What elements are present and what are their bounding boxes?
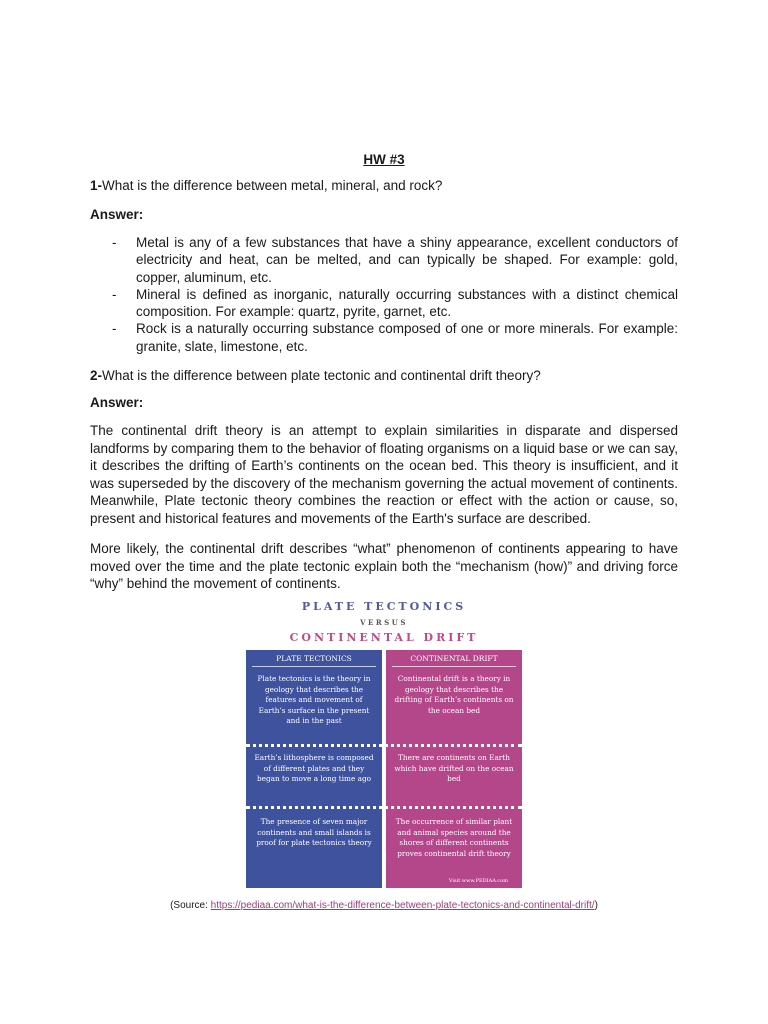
question-2 bbox=[90, 367, 680, 384]
column-cell: Continental drift is a theory in geology that describes the drifting of Earth’s continents on the ocean bed bbox=[394, 674, 514, 715]
list-item: - Mineral is defined as inorganic, naturally occurring substances with a distinct chemical composition. For example: quartz, pyrite, garnet, etc. bbox=[112, 286, 678, 320]
answer-2-paragraph-1: The continental drift theory is an attempt to explain similarities in disparate and dispersed landforms by comparing them to the behavior of floating organisms on a liquid base or we can say, it describes the drifting of Earth’s continents on the ocean bed. This theory is insufficient, and it was superseded by the discovery of the mechanism governing the actual movement of continents. Meanwhile, Plate tectonic theory combines the reaction or effect with the action or cause, so, present and historical features and movements of the Earth's surface are described. bbox=[90, 423, 678, 526]
bullet-dash: - bbox=[112, 321, 117, 337]
answer-2-paragraph-2: More likely, the continental drift describes “what” phenomenon of continents appearing to have moved over the time and the plate tectonic explain both the “mechanism (how)” and driving force “why” behind the movement of continents. bbox=[90, 541, 678, 592]
source-link[interactable]: https://pediaa.com/what-is-the-difference-between-plate-tectonics-and-continental-drift/ bbox=[210, 900, 595, 911]
continental-drift-column bbox=[386, 650, 522, 888]
bullet-dash: - bbox=[112, 286, 117, 302]
infographic-heading: PLATE TECTONICS bbox=[301, 600, 467, 613]
header-divider bbox=[392, 666, 516, 667]
question-1 bbox=[90, 177, 680, 194]
row-divider bbox=[246, 806, 522, 809]
bullet-dash: - bbox=[112, 235, 117, 250]
column-cell: Plate tectonics is the theory in geology that describes the features and movement of Earth’s surface in the present and in the past bbox=[257, 674, 371, 725]
comparison-infographic bbox=[246, 598, 522, 890]
plate-tectonics-column bbox=[246, 650, 382, 888]
question-1-text: What is the difference between metal, mineral, and rock? bbox=[102, 178, 443, 193]
column-cell: There are continents on Earth which have drifted on the ocean bed bbox=[394, 753, 514, 783]
list-item: - Metal is any of a few substances that have a shiny appearance, excellent conductors of electricity and heat, can be melted, and can typically be shaped. For example: gold, copper, aluminum, etc. bbox=[112, 235, 678, 285]
answer-1-label: Answer: bbox=[90, 207, 144, 222]
answer-2-label: Answer: bbox=[90, 395, 144, 410]
column-cell: The presence of seven major continents and small islands is proof for plate tectonics theory bbox=[256, 817, 372, 847]
infographic-footer: Visit www.PEDIAA.com bbox=[448, 878, 508, 884]
question-2-number: 2- bbox=[90, 368, 103, 383]
answer-1-list bbox=[112, 234, 678, 355]
question-2-text: What is the difference between plate tectonic and continental drift theory? bbox=[102, 368, 541, 383]
source-citation: (Source: https://pediaa.com/what-is-the-difference-between-plate-tectonics-and-continental-drift/) bbox=[170, 900, 598, 911]
column-cell: Earth’s lithosphere is composed of different plates and they began to move a long time ago bbox=[254, 753, 374, 783]
column-header: CONTINENTAL DRIFT bbox=[410, 654, 498, 663]
question-1-number: 1- bbox=[90, 178, 103, 193]
row-divider bbox=[246, 744, 522, 747]
column-cell: The occurrence of similar plant and animal species around the shores of different continents proves continental drift theory bbox=[395, 817, 513, 858]
page-title: HW #3 bbox=[363, 152, 405, 167]
header-divider bbox=[252, 666, 376, 667]
list-item: - Rock is a naturally occurring substance composed of one or more minerals. For example: granite, slate, limestone, etc. bbox=[112, 321, 678, 354]
infographic-versus: VERSUS bbox=[360, 618, 408, 627]
infographic-subheading: CONTINENTAL DRIFT bbox=[289, 631, 479, 644]
column-header: PLATE TECTONICS bbox=[276, 654, 352, 663]
